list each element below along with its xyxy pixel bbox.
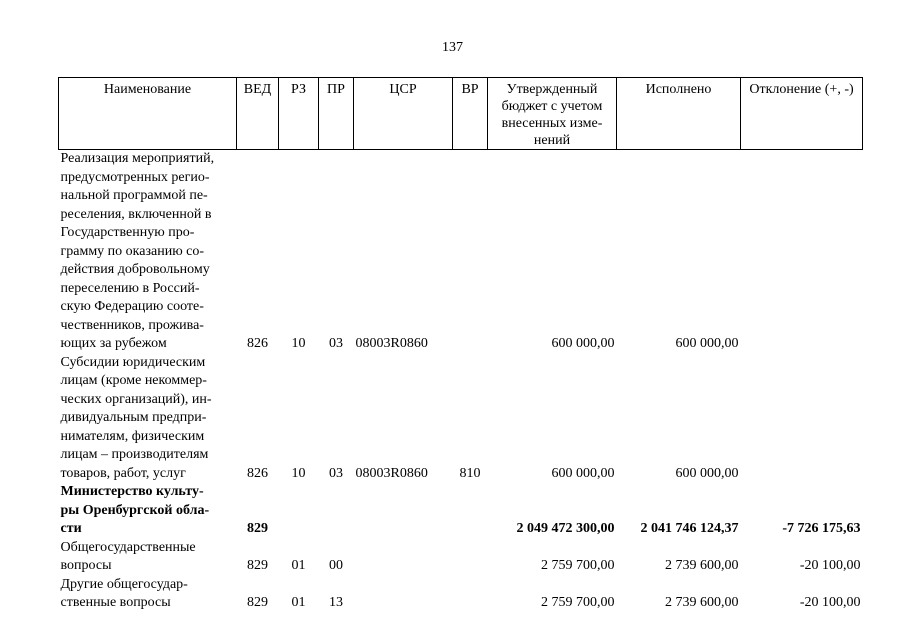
header-budget: Утвержденный бюджет с учетом внесенных изме-нений (488, 78, 617, 150)
table-row (59, 354, 863, 484)
cell-vr (453, 483, 488, 539)
cell-pr (319, 483, 354, 539)
row-name (59, 150, 237, 354)
cell-pr: 00 (329, 558, 343, 573)
cell-csr: 08003R0860 (355, 465, 428, 481)
header-name: Наименование (59, 78, 237, 150)
cell-csr: 08003R0860 (355, 336, 428, 351)
row-name-line: Министерство культу- (60, 484, 204, 499)
cell-rz: 01 (291, 595, 306, 610)
cell-budget: 2 759 700,00 (541, 558, 615, 573)
cell-rz: 01 (291, 558, 306, 573)
header-ved: ВЕД (237, 78, 279, 150)
cell-pr: 03 (329, 465, 343, 481)
row-name-line: предусмотренных регио- (60, 169, 210, 185)
header-rz: РЗ (279, 78, 319, 150)
row-name-line: вопросы (60, 558, 112, 573)
cell-ved: 826 (247, 465, 268, 481)
row-name-line: ственные вопросы (60, 595, 171, 610)
cell-deviation (741, 150, 863, 354)
cell-executed: 2 739 600,00 (665, 558, 739, 573)
row-name (59, 483, 237, 539)
table-row (59, 483, 863, 539)
row-name-line: нимателям, физическим (60, 428, 205, 444)
budget-report-table (58, 77, 863, 613)
row-name-line: скую Федерацию соотe- (60, 299, 204, 314)
table-header (59, 78, 863, 150)
cell-rz: 10 (291, 336, 306, 351)
cell-deviation: -7 726 175,63 (782, 521, 861, 536)
cell-executed: 2 041 746 124,37 (640, 521, 739, 536)
row-name-line: Реализация мероприятий, (60, 151, 215, 166)
cell-vr (453, 150, 488, 354)
cell-executed: 2 739 600,00 (665, 595, 739, 610)
row-name-line: лицам – производителям (60, 447, 209, 462)
row-name-line: нальной программой пе- (60, 188, 208, 203)
header-vr: ВР (453, 78, 488, 150)
cell-budget: 600 000,00 (551, 336, 615, 351)
cell-vr: 810 (459, 465, 481, 481)
row-name-line: грамму по оказанию со- (60, 243, 205, 259)
cell-executed: 600 000,00 (675, 336, 739, 351)
row-name-line: Общегосударственные (60, 539, 196, 555)
header-row (59, 78, 863, 150)
row-name-line: лицам (кроме некоммер- (60, 373, 207, 388)
cell-budget: 2 759 700,00 (541, 595, 615, 610)
row-name-line: ческих организаций), ин- (60, 391, 212, 407)
row-name-line: Государственную про- (60, 225, 195, 240)
header-csr: ЦСР (354, 78, 453, 150)
cell-vr (453, 576, 488, 613)
header-executed: Исполнено (617, 78, 741, 150)
cell-ved: 826 (247, 336, 268, 351)
row-name-line: сти (60, 521, 82, 536)
cell-pr: 03 (329, 336, 343, 351)
header-pr: ПР (319, 78, 354, 150)
row-name (59, 539, 237, 576)
cell-budget: 2 049 472 300,00 (516, 521, 615, 536)
row-name-line: Другие общегосудар- (60, 576, 188, 592)
cell-deviation: -20 100,00 (799, 595, 861, 610)
cell-ved: 829 (247, 558, 268, 573)
cell-ved: 829 (247, 595, 268, 610)
cell-deviation: -20 100,00 (799, 558, 861, 573)
row-name-line: переселению в Россий- (60, 280, 200, 296)
page-number: 137 (442, 40, 463, 55)
row-name-line: товаров, работ, услуг (60, 465, 186, 481)
table-body (59, 150, 863, 613)
cell-csr (354, 576, 453, 613)
row-name (59, 576, 237, 613)
row-name-line: чественников, прожива- (60, 317, 204, 333)
header-deviation: Отклонение (+, -) (741, 78, 863, 150)
row-name-line: ющих за рубежом (60, 336, 167, 351)
table-row (59, 539, 863, 576)
cell-vr (453, 539, 488, 576)
cell-csr (354, 539, 453, 576)
row-name (59, 354, 237, 484)
row-name-line: реселения, включенной в (60, 206, 212, 222)
row-name-line: действия добровольному (60, 262, 210, 277)
cell-budget: 600 000,00 (551, 465, 615, 481)
row-name-line: дивидуальным предпри- (60, 410, 207, 425)
row-name-line: ры Оренбургской обла- (60, 502, 210, 518)
cell-rz (279, 483, 319, 539)
table-row (59, 150, 863, 354)
cell-deviation (741, 354, 863, 484)
cell-pr: 13 (329, 595, 343, 610)
cell-rz: 10 (291, 465, 306, 481)
cell-csr (354, 483, 453, 539)
cell-ved: 829 (247, 521, 268, 536)
table-row (59, 576, 863, 613)
cell-executed: 600 000,00 (675, 465, 739, 481)
row-name-line: Субсидии юридическим (60, 354, 206, 370)
